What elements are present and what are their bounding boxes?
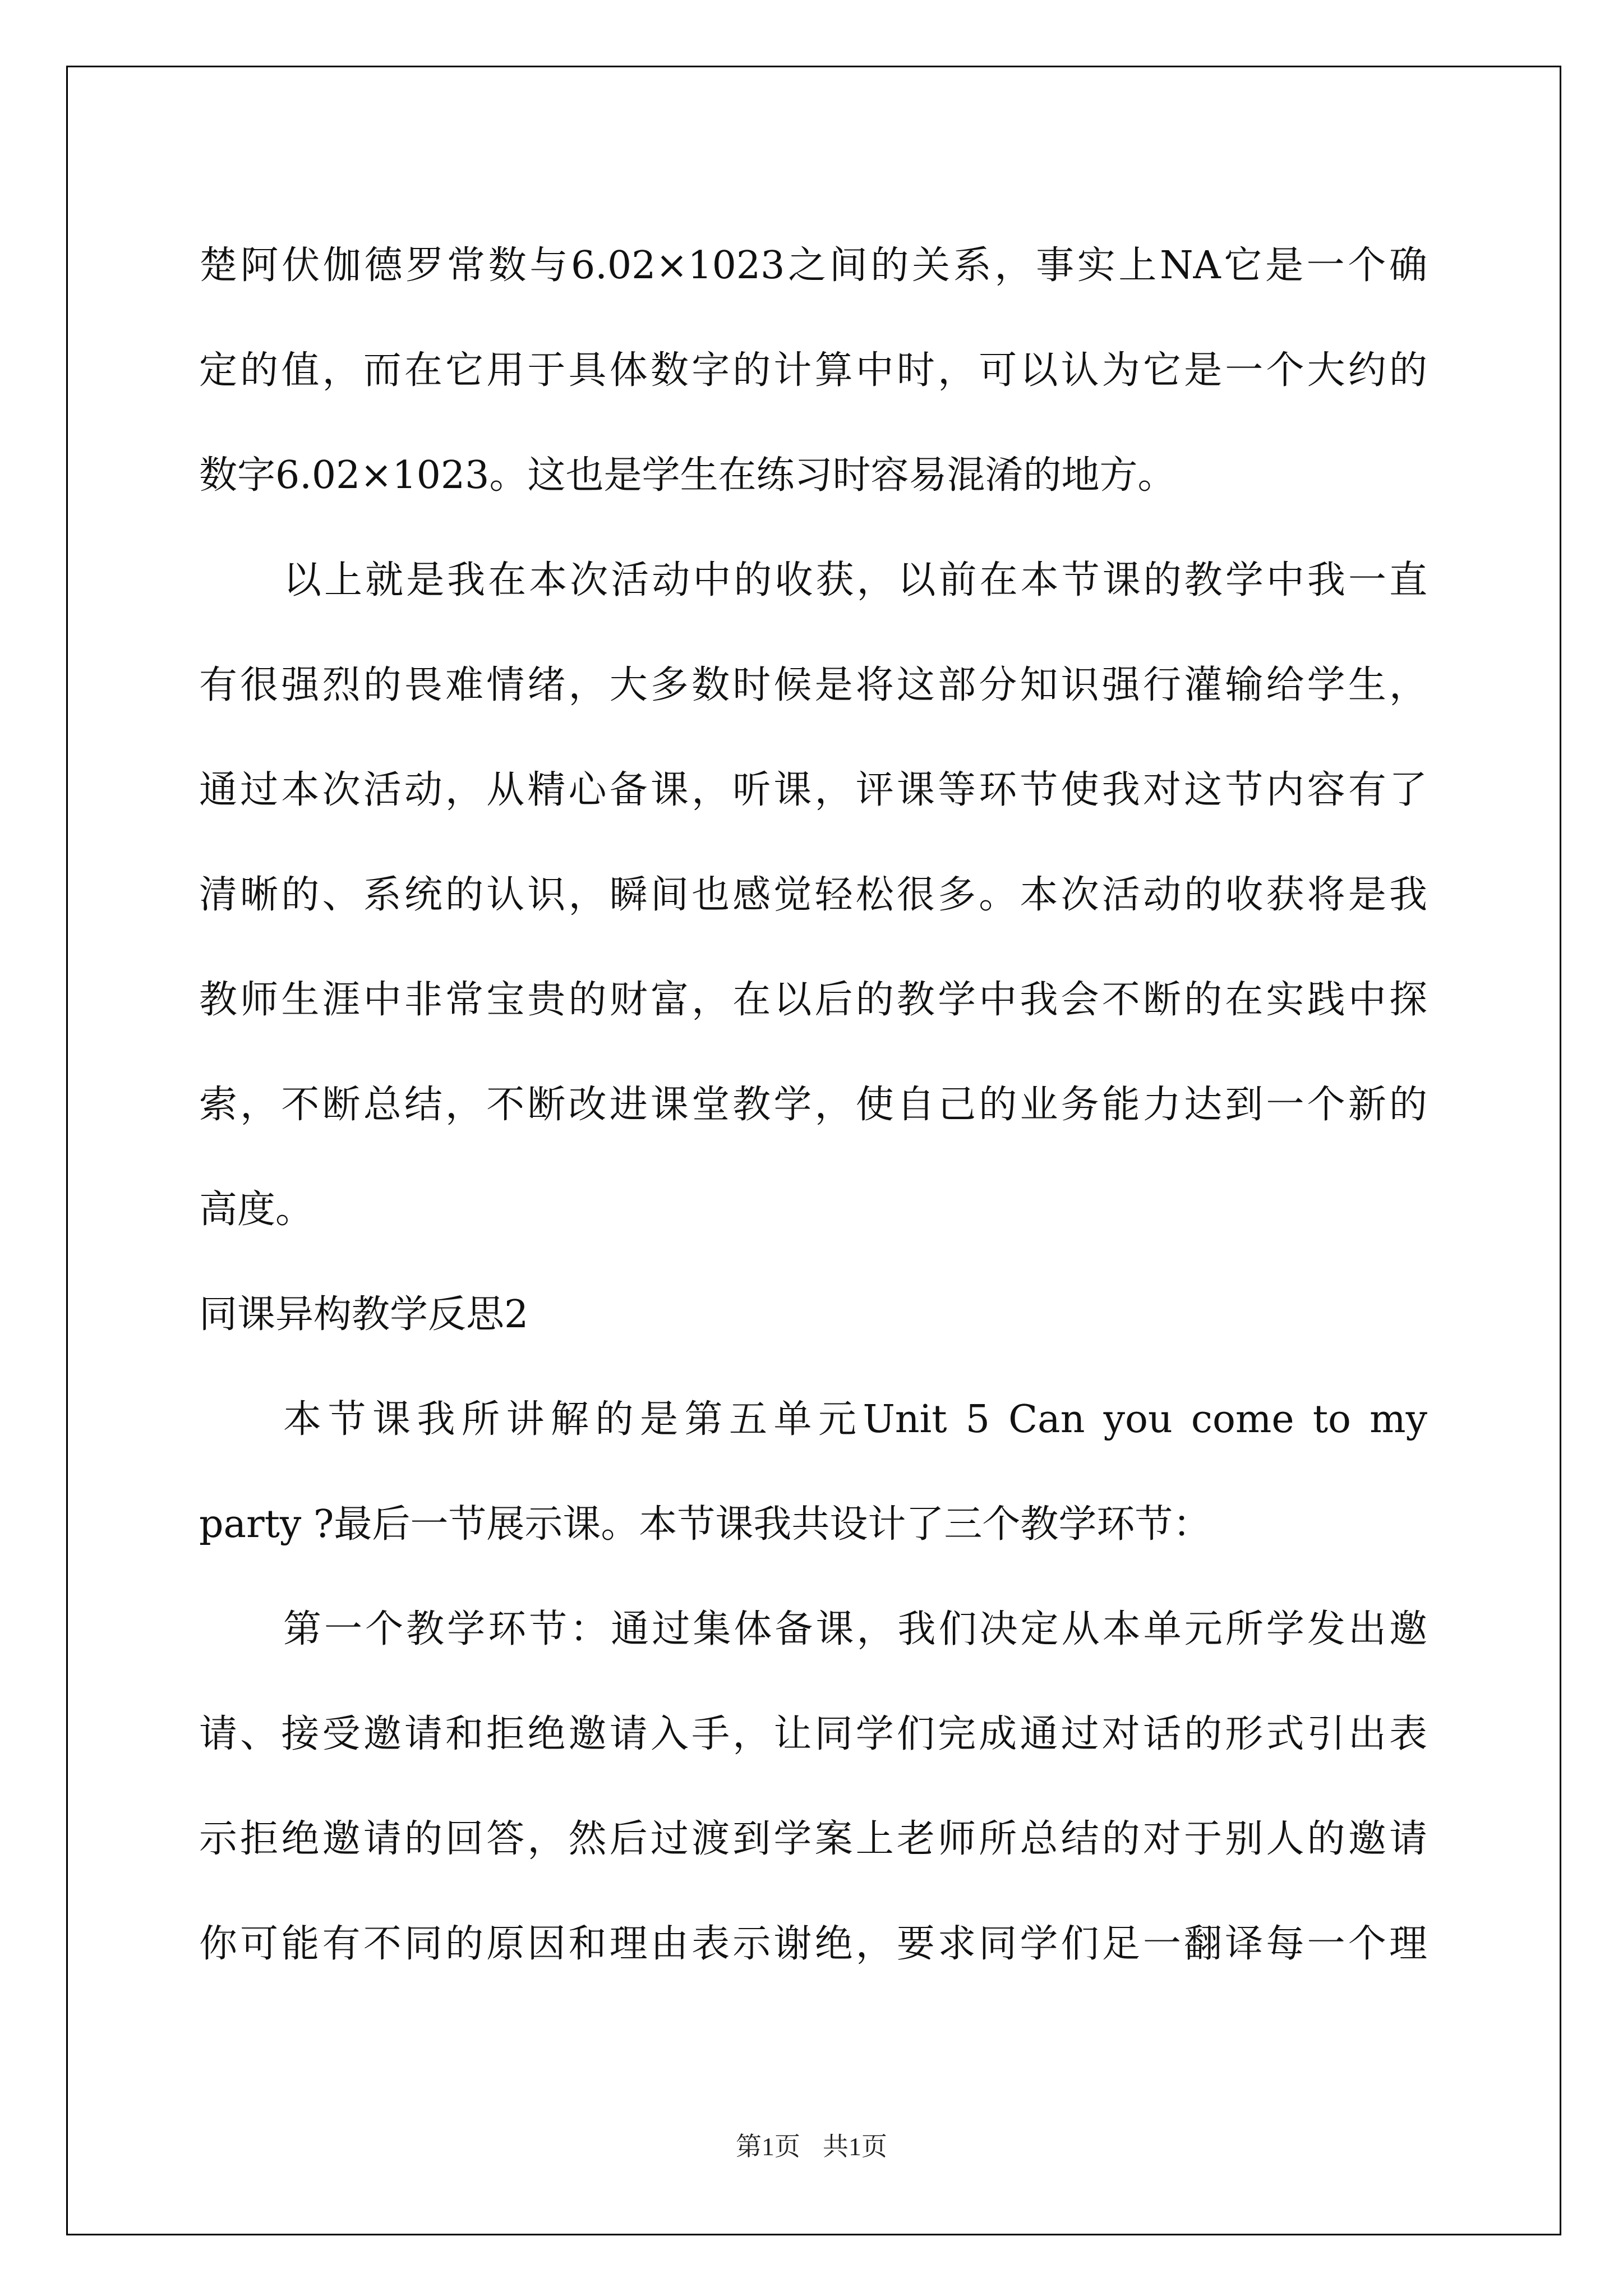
- paragraph-line: party ?最后一节展示课。本节课我共设计了三个教学环节：: [199, 1502, 1211, 1547]
- paragraph-line: 第一个教学环节：通过集体备课，我们决定从本单元所学发出邀: [283, 1607, 1427, 1651]
- document-body: [199, 213, 1427, 1996]
- paragraph-line: 数字6.02×1023。这也是学生在练习时容易混淆的地方。: [199, 453, 1176, 498]
- page-total: 共1页: [823, 2132, 887, 2161]
- page-footer: [0, 2126, 1623, 2163]
- paragraph-line: 定的值，而在它用于具体数字的计算中时，可以认为它是一个大约的: [199, 348, 1427, 393]
- paragraph-line: 楚阿伏伽德罗常数与6.02×1023之间的关系，事实上NA它是一个确: [199, 243, 1427, 288]
- paragraph-line: 示拒绝邀请的回答，然后过渡到学案上老师所总结的对于别人的邀请: [199, 1817, 1427, 1861]
- paragraph-line: 通过本次活动，从精心备课，听课，评课等环节使我对这节内容有了: [199, 768, 1427, 812]
- section-heading: 同课异构教学反思2: [199, 1292, 529, 1337]
- paragraph-line: 本节课我所讲解的是第五单元Unit 5 Can you come to my: [283, 1397, 1427, 1442]
- paragraph-line: 请、接受邀请和拒绝邀请入手，让同学们完成通过对话的形式引出表: [199, 1712, 1427, 1756]
- paragraph-line: 你可能有不同的原因和理由表示谢绝，要求同学们足一翻译每一个理: [199, 1922, 1427, 1966]
- page-number: 第1页: [736, 2132, 800, 2161]
- paragraph-line: 清晰的、系统的认识，瞬间也感觉轻松很多。本次活动的收获将是我: [199, 873, 1427, 917]
- paragraph-line: 索，不断总结，不断改进课堂教学，使自己的业务能力达到一个新的: [199, 1083, 1427, 1127]
- paragraph-line: 以上就是我在本次活动中的收获，以前在本节课的教学中我一直: [283, 558, 1427, 602]
- paragraph-line: 教师生涯中非常宝贵的财富，在以后的教学中我会不断的在实践中探: [199, 978, 1427, 1022]
- paragraph-line: 有很强烈的畏难情绪，大多数时候是将这部分知识强行灌输给学生，: [199, 663, 1427, 707]
- paragraph-line: 高度。: [199, 1188, 314, 1232]
